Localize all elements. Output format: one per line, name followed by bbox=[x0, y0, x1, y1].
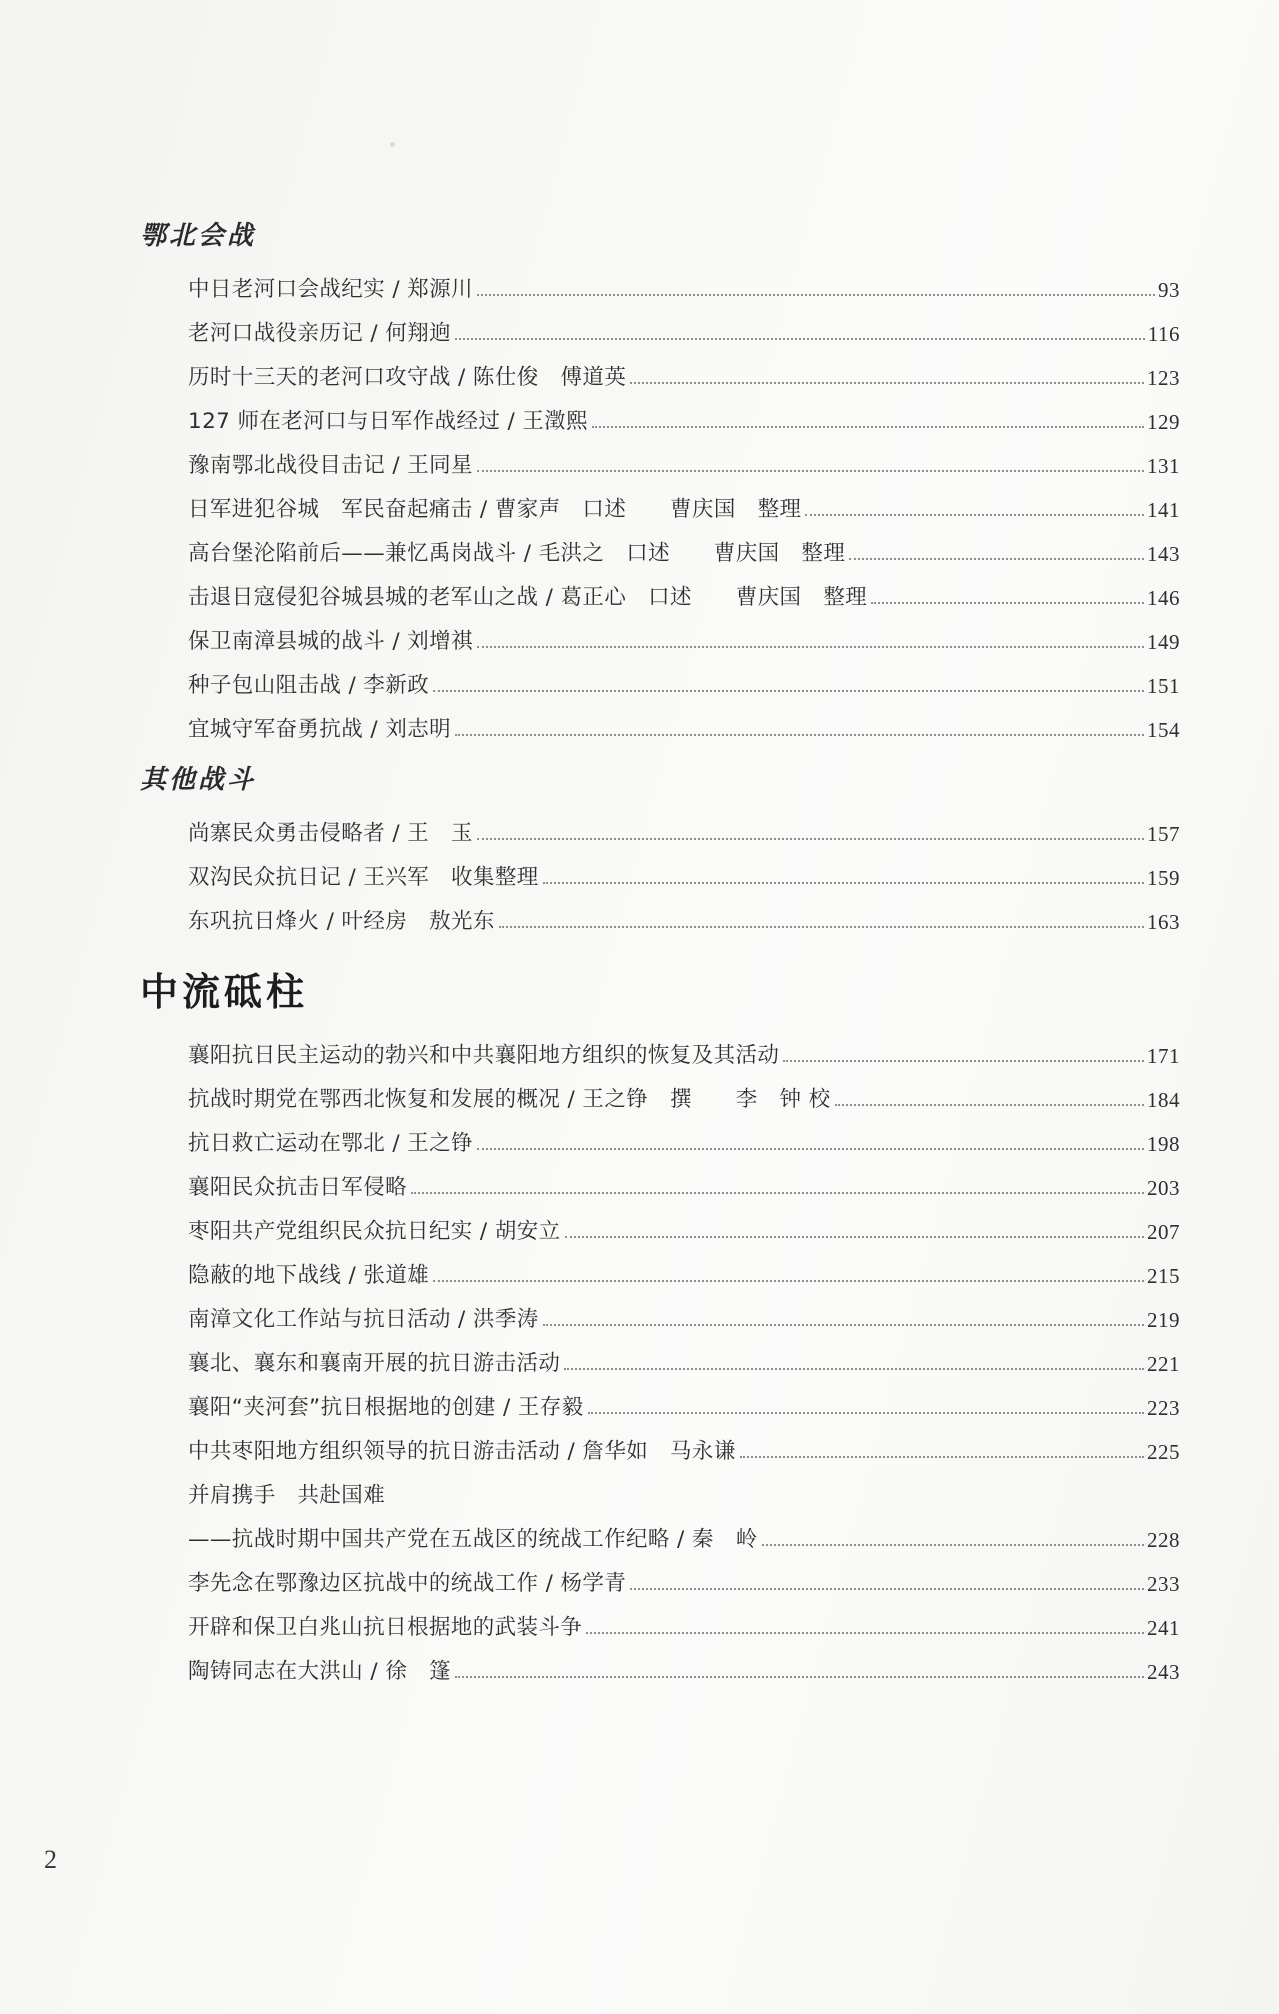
toc-entry[interactable] bbox=[140, 394, 1180, 435]
toc-entry[interactable] bbox=[140, 1292, 1180, 1333]
toc-entry[interactable] bbox=[140, 1028, 1180, 1069]
toc-entry-page: 241 bbox=[1147, 1616, 1180, 1640]
page-speck bbox=[390, 142, 395, 147]
leader-dots bbox=[477, 293, 1155, 296]
toc-entry[interactable] bbox=[140, 1468, 1180, 1509]
leader-dots bbox=[433, 1279, 1144, 1282]
leader-dots bbox=[762, 1543, 1144, 1546]
leader-dots bbox=[433, 689, 1144, 692]
toc-entry-title: ——抗战时期中国共产党在五战区的统战工作纪略 / 秦 岭 bbox=[188, 1527, 758, 1552]
toc-entry[interactable] bbox=[140, 1204, 1180, 1245]
toc-entry-title: 日军进犯谷城 军民奋起痛击 / 曹家声 口述 曹庆国 整理 bbox=[188, 497, 802, 522]
toc-entry-title: 老河口战役亲历记 / 何翔逈 bbox=[188, 321, 452, 346]
toc-entry-page: 141 bbox=[1147, 498, 1180, 522]
toc-entry[interactable] bbox=[140, 482, 1180, 523]
toc-entry[interactable] bbox=[140, 1644, 1180, 1685]
toc-entry[interactable] bbox=[140, 1160, 1180, 1201]
leader-dots bbox=[849, 557, 1144, 560]
toc-entry-page: 215 bbox=[1147, 1264, 1180, 1288]
toc-entry-page: 157 bbox=[1147, 822, 1180, 846]
toc-entry-title: 东巩抗日烽火 / 叶经房 敖光东 bbox=[188, 909, 495, 934]
toc-entry-title: 襄阳“夹河套”抗日根据地的创建 / 王存毅 bbox=[188, 1395, 584, 1420]
leader-dots bbox=[455, 733, 1144, 736]
toc-entry[interactable] bbox=[140, 614, 1180, 655]
leader-dots bbox=[455, 337, 1145, 340]
toc-entry[interactable] bbox=[140, 1336, 1180, 1377]
toc-entry[interactable] bbox=[140, 702, 1180, 743]
toc-entry[interactable] bbox=[140, 1248, 1180, 1289]
toc-entry-title: 陶铸同志在大洪山 / 徐 篷 bbox=[188, 1659, 452, 1684]
leader-dots bbox=[564, 1367, 1144, 1370]
toc-entry[interactable] bbox=[140, 1512, 1180, 1553]
leader-dots bbox=[630, 381, 1144, 384]
toc-entry-page: 123 bbox=[1147, 366, 1180, 390]
toc-entry-page: 219 bbox=[1147, 1308, 1180, 1332]
toc-entry-page: 184 bbox=[1147, 1088, 1180, 1112]
toc-entry[interactable] bbox=[140, 438, 1180, 479]
toc-entry[interactable] bbox=[140, 526, 1180, 567]
toc-entry-title: 保卫南漳县城的战斗 / 刘增祺 bbox=[188, 629, 473, 654]
toc-entry-title: 抗战时期党在鄂西北恢复和发展的概况 / 王之铮 撰 李 钟 校 bbox=[188, 1087, 831, 1112]
toc-entry-page: 207 bbox=[1147, 1220, 1180, 1244]
toc-entry-title: 种子包山阻击战 / 李新政 bbox=[188, 673, 430, 698]
toc-entry[interactable] bbox=[140, 658, 1180, 699]
toc-entry-page: 243 bbox=[1147, 1660, 1180, 1684]
toc-entry-page: 221 bbox=[1147, 1352, 1180, 1376]
toc-entry-page: 233 bbox=[1147, 1572, 1180, 1596]
leader-dots bbox=[543, 881, 1144, 884]
toc-entry-page: 203 bbox=[1147, 1176, 1180, 1200]
toc-entry[interactable] bbox=[140, 306, 1180, 347]
leader-dots bbox=[630, 1587, 1144, 1590]
toc-entry-page: 93 bbox=[1158, 278, 1180, 302]
toc-entry-page: 159 bbox=[1147, 866, 1180, 890]
toc-entry-title: 高台堡沦陷前后——兼忆禹岗战斗 / 毛洪之 口述 曹庆国 整理 bbox=[188, 541, 846, 566]
toc-entry-title: 开辟和保卫白兆山抗日根据地的武装斗争 bbox=[188, 1615, 583, 1640]
toc-entry[interactable] bbox=[140, 1072, 1180, 1113]
leader-dots bbox=[543, 1323, 1144, 1326]
toc-entry-page: 225 bbox=[1147, 1440, 1180, 1464]
toc-entry-title: 南漳文化工作站与抗日活动 / 洪季涛 bbox=[188, 1307, 539, 1332]
leader-dots bbox=[740, 1455, 1144, 1458]
toc-entry-page: 154 bbox=[1147, 718, 1180, 742]
toc-entry-page: 131 bbox=[1147, 454, 1180, 478]
toc-entry-title: 襄阳民众抗击日军侵略 bbox=[188, 1175, 408, 1200]
section-heading: 中流砥柱 bbox=[140, 972, 309, 1014]
toc-entry-title: 击退日寇侵犯谷城县城的老军山之战 / 葛正心 口述 曹庆国 整理 bbox=[188, 585, 868, 610]
toc-entry[interactable] bbox=[140, 1116, 1180, 1157]
toc-entry-title: 并肩携手 共赴国难 bbox=[188, 1483, 386, 1508]
toc-entry-page: 151 bbox=[1147, 674, 1180, 698]
toc-entry-title: 隐蔽的地下战线 / 张道雄 bbox=[188, 1263, 430, 1288]
toc-entry-title: 双沟民众抗日记 / 王兴军 收集整理 bbox=[188, 865, 539, 890]
section-heading: 其他战斗 bbox=[140, 765, 257, 794]
leader-dots bbox=[586, 1631, 1144, 1634]
toc-entry-title: 枣阳共产党组织民众抗日纪实 / 胡安立 bbox=[188, 1219, 561, 1244]
toc-entry[interactable] bbox=[140, 570, 1180, 611]
toc-entry-page: 223 bbox=[1147, 1396, 1180, 1420]
toc-entry[interactable] bbox=[140, 1424, 1180, 1465]
leader-dots bbox=[592, 425, 1144, 428]
toc-entry-title: 襄阳抗日民主运动的勃兴和中共襄阳地方组织的恢复及其活动 bbox=[188, 1043, 780, 1068]
leader-dots bbox=[588, 1411, 1144, 1414]
toc-entry-title: 127 师在老河口与日军作战经过 / 王澂熙 bbox=[188, 409, 589, 434]
toc-entry-title: 中日老河口会战纪实 / 郑源川 bbox=[188, 277, 473, 302]
leader-dots bbox=[411, 1191, 1144, 1194]
toc-entry-page: 228 bbox=[1147, 1528, 1180, 1552]
leader-dots bbox=[477, 469, 1144, 472]
page-number: 2 bbox=[44, 1845, 57, 1874]
toc-entry[interactable] bbox=[140, 1556, 1180, 1597]
toc-entry-title: 李先念在鄂豫边区抗战中的统战工作 / 杨学青 bbox=[188, 1571, 627, 1596]
leader-dots bbox=[477, 1147, 1144, 1150]
toc-entry-page: 129 bbox=[1147, 410, 1180, 434]
toc-entry-page: 198 bbox=[1147, 1132, 1180, 1156]
toc-entry-page: 149 bbox=[1147, 630, 1180, 654]
leader-dots bbox=[783, 1059, 1144, 1062]
toc-entry[interactable] bbox=[140, 350, 1180, 391]
leader-dots bbox=[477, 837, 1144, 840]
toc-entry[interactable] bbox=[140, 1600, 1180, 1641]
toc-entry-title: 豫南鄂北战役目击记 / 王同星 bbox=[188, 453, 473, 478]
leader-dots bbox=[477, 645, 1144, 648]
toc-entry[interactable] bbox=[140, 806, 1180, 847]
section-heading: 鄂北会战 bbox=[140, 221, 257, 250]
leader-dots bbox=[871, 601, 1144, 604]
toc-entry[interactable] bbox=[140, 850, 1180, 891]
leader-dots bbox=[805, 513, 1144, 516]
leader-dots bbox=[389, 1501, 1177, 1502]
leader-dots bbox=[455, 1675, 1144, 1678]
toc-entry[interactable] bbox=[140, 262, 1180, 303]
toc-entry-title: 抗日救亡运动在鄂北 / 王之铮 bbox=[188, 1131, 473, 1156]
toc-entry[interactable] bbox=[140, 894, 1180, 935]
leader-dots bbox=[565, 1235, 1144, 1238]
toc-entry-page: 171 bbox=[1147, 1044, 1180, 1068]
leader-dots bbox=[835, 1103, 1144, 1106]
toc-entry-title: 历时十三天的老河口攻守战 / 陈仕俊 傅道英 bbox=[188, 365, 627, 390]
table-of-contents bbox=[140, 215, 1180, 1688]
toc-entry-page: 116 bbox=[1147, 322, 1180, 346]
toc-entry-title: 襄北、襄东和襄南开展的抗日游击活动 bbox=[188, 1351, 561, 1376]
toc-entry-page: 146 bbox=[1147, 586, 1180, 610]
toc-entry-title: 尚寨民众勇击侵略者 / 王 玉 bbox=[188, 821, 473, 846]
toc-entry-title: 中共枣阳地方组织领导的抗日游击活动 / 詹华如 马永谦 bbox=[188, 1439, 736, 1464]
toc-entry-title: 宜城守军奋勇抗战 / 刘志明 bbox=[188, 717, 452, 742]
toc-entry[interactable] bbox=[140, 1380, 1180, 1421]
toc-entry-page: 163 bbox=[1147, 910, 1180, 934]
leader-dots bbox=[499, 925, 1144, 928]
toc-entry-page: 143 bbox=[1147, 542, 1180, 566]
